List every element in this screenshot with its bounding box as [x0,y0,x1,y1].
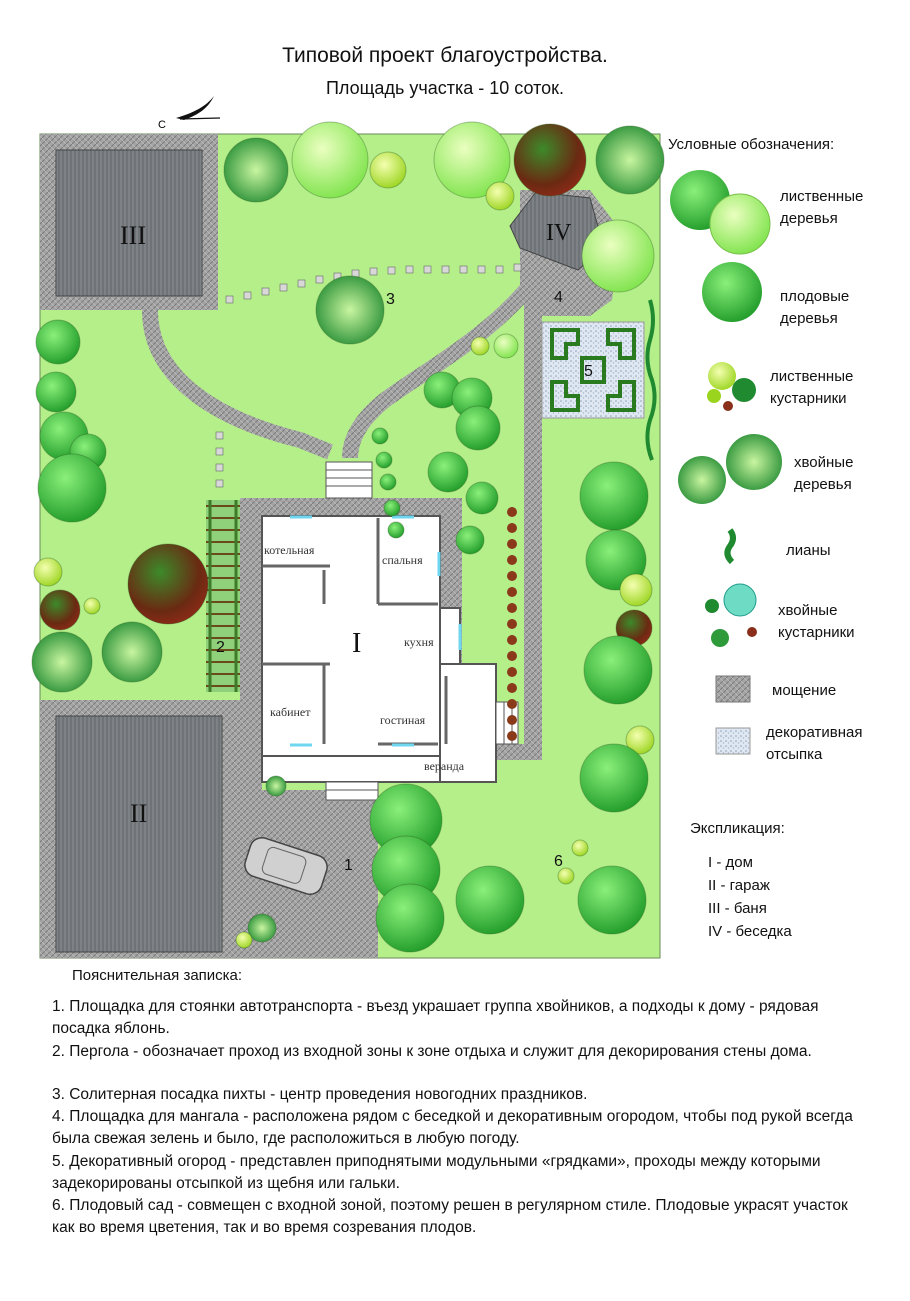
note-item: 5. Декоративный огород - представлен приподнятыми модульными «грядками», проходы между которыми задекорированы отсыпкой из щебня или гальки. [52,1153,821,1192]
fruit-tree-icon [376,452,392,468]
north-arrow [176,96,220,120]
fruit-tree-icon [456,526,484,554]
marker-3: 3 [386,291,395,308]
legend-vine-icon [727,530,733,562]
legend-fruit-tree-icon [702,262,762,322]
fruit-tree-icon [388,522,404,538]
room-office: кабинет [270,705,311,719]
marker-5: 5 [584,363,593,380]
note-item: 4. Площадка для мангала - расположена рядом с беседкой и декоративным огородом, чтобы под рукой всегда была свежая зелень и было, где расположиться в любую погоду. [52,1108,853,1147]
fruit-shrub-icon [507,683,517,693]
deciduous-tree-icon [292,122,368,198]
pergola [206,500,240,692]
note-item: 6. Плодовый сад - совмещен с входной зоной, поэтому решен в регулярном стиле. Плодовые украсят участок как во время цветения, так и во время созревания плодов. [52,1197,848,1236]
fruit-tree-icon [38,454,106,522]
legend-fruit-trees: плодовые деревья [780,288,850,327]
legend-deciduous-shrub-icon [708,362,736,390]
deciduous-shrub-icon [34,558,62,586]
room-bedroom: спальня [382,553,423,567]
deciduous-shrub-icon [370,152,406,188]
marker-6: 6 [554,853,563,870]
note-item: 3. Солитерная посадка пихты - центр проведения новогодних праздников. [52,1086,588,1103]
east-path [524,300,542,750]
apple-tree-icon [128,544,208,624]
conifer-icon [32,632,92,692]
fruit-shrub-icon [507,571,517,581]
fruit-shrub-icon [507,507,517,517]
legend-vines: лианы [786,542,831,559]
page-title: Типовой проект благоустройства. [282,44,608,67]
legend-deciduous-trees: лиственные деревья [780,188,864,227]
veg-garden-gravel [542,322,644,418]
deciduous-shrub-icon [486,182,514,210]
room-kitchen: кухня [404,635,434,649]
fruit-shrub-icon [507,523,517,533]
conifer-icon [102,622,162,682]
apple-tree-icon [40,590,80,630]
legend-title: Условные обозначения: [668,136,835,153]
notes-title: Пояснительная записка: [72,967,243,984]
legend-gravel: декоративная отсыпка [766,724,863,763]
fruit-tree-icon [578,866,646,934]
deciduous-tree-icon [494,334,518,358]
explication-item: IV - беседка [708,923,792,940]
deciduous-shrub-icon [471,337,489,355]
conifer-icon [266,776,286,796]
fruit-shrub-icon [507,635,517,645]
fruit-tree-icon [384,500,400,516]
conifer-icon [316,276,384,344]
legend-conifer-tree-icon [678,456,726,504]
explication-title: Экспликация: [690,820,785,837]
fruit-shrub-icon [507,715,517,725]
fruit-tree-icon [456,406,500,450]
fruit-shrub-icon [507,667,517,677]
fruit-tree-icon [456,866,524,934]
fruit-shrub-icon [507,699,517,709]
legend-paving: мощение [772,682,837,699]
fruit-shrub-icon [507,651,517,661]
fruit-tree-icon [376,884,444,952]
fruit-tree-icon [372,428,388,444]
deciduous-shrub-icon [558,868,574,884]
marker-4: 4 [554,289,563,306]
fruit-tree-icon [36,320,80,364]
deciduous-shrub-icon [620,574,652,606]
fruit-tree-icon [380,474,396,490]
fruit-shrub-icon [507,619,517,629]
fruit-shrub-icon [507,603,517,613]
north-label: С [158,119,166,131]
conifer-icon [596,126,664,194]
legend-conifer-shrub-icon [724,584,756,616]
legend-gravel-icon [716,728,750,754]
room-living: гостиная [380,713,426,727]
deciduous-shrub-icon [84,598,100,614]
room-veranda: веранда [424,759,465,773]
garage-roof [56,716,222,952]
fruit-tree-icon [584,636,652,704]
fruit-tree-icon [580,744,648,812]
legend-conifer-shrubs: хвойные кустарники [778,602,855,641]
fruit-shrub-icon [507,731,517,741]
fruit-tree-icon [580,462,648,530]
east-path-bottom [496,744,542,760]
explication-item: III - баня [708,900,767,917]
marker-1: 1 [344,857,353,874]
note-item: 1. Площадка для стоянки автотранспорта - въезд украшает группа хвойников, а подходы к дому - рядовая посадка яблонь. [52,998,819,1037]
deciduous-tree-icon [582,220,654,292]
apple-tree-icon [514,124,586,196]
room-boiler: котельная [264,543,315,557]
fruit-tree-icon [466,482,498,514]
explication-item: I - дом [708,854,753,871]
zone-gazebo-label: IV [546,220,572,246]
explication-item: II - гараж [708,877,770,894]
fruit-tree-icon [428,452,468,492]
fruit-shrub-icon [507,587,517,597]
fruit-shrub-icon [507,555,517,565]
zone-garage-label: II [130,799,148,828]
zone-bath-label: III [120,221,146,250]
fruit-tree-icon [36,372,76,412]
marker-2: 2 [216,639,225,656]
conifer-icon [224,138,288,202]
fruit-shrub-icon [507,539,517,549]
zone-house-label: I [352,628,362,659]
page-subtitle: Площадь участка - 10 соток. [325,78,565,98]
legend-deciduous-shrubs: лиственные кустарники [770,368,854,407]
deciduous-shrub-icon [572,840,588,856]
note-item: 2. Пергола - обозначает проход из входной зоны к зоне отдыха и служит для декорирования стены дома. [52,1043,812,1060]
legend-conifer-trees: хвойные деревья [794,454,854,493]
legend-symbols [670,170,782,754]
legend-paving-icon [716,676,750,702]
deciduous-shrub-icon [236,932,252,948]
